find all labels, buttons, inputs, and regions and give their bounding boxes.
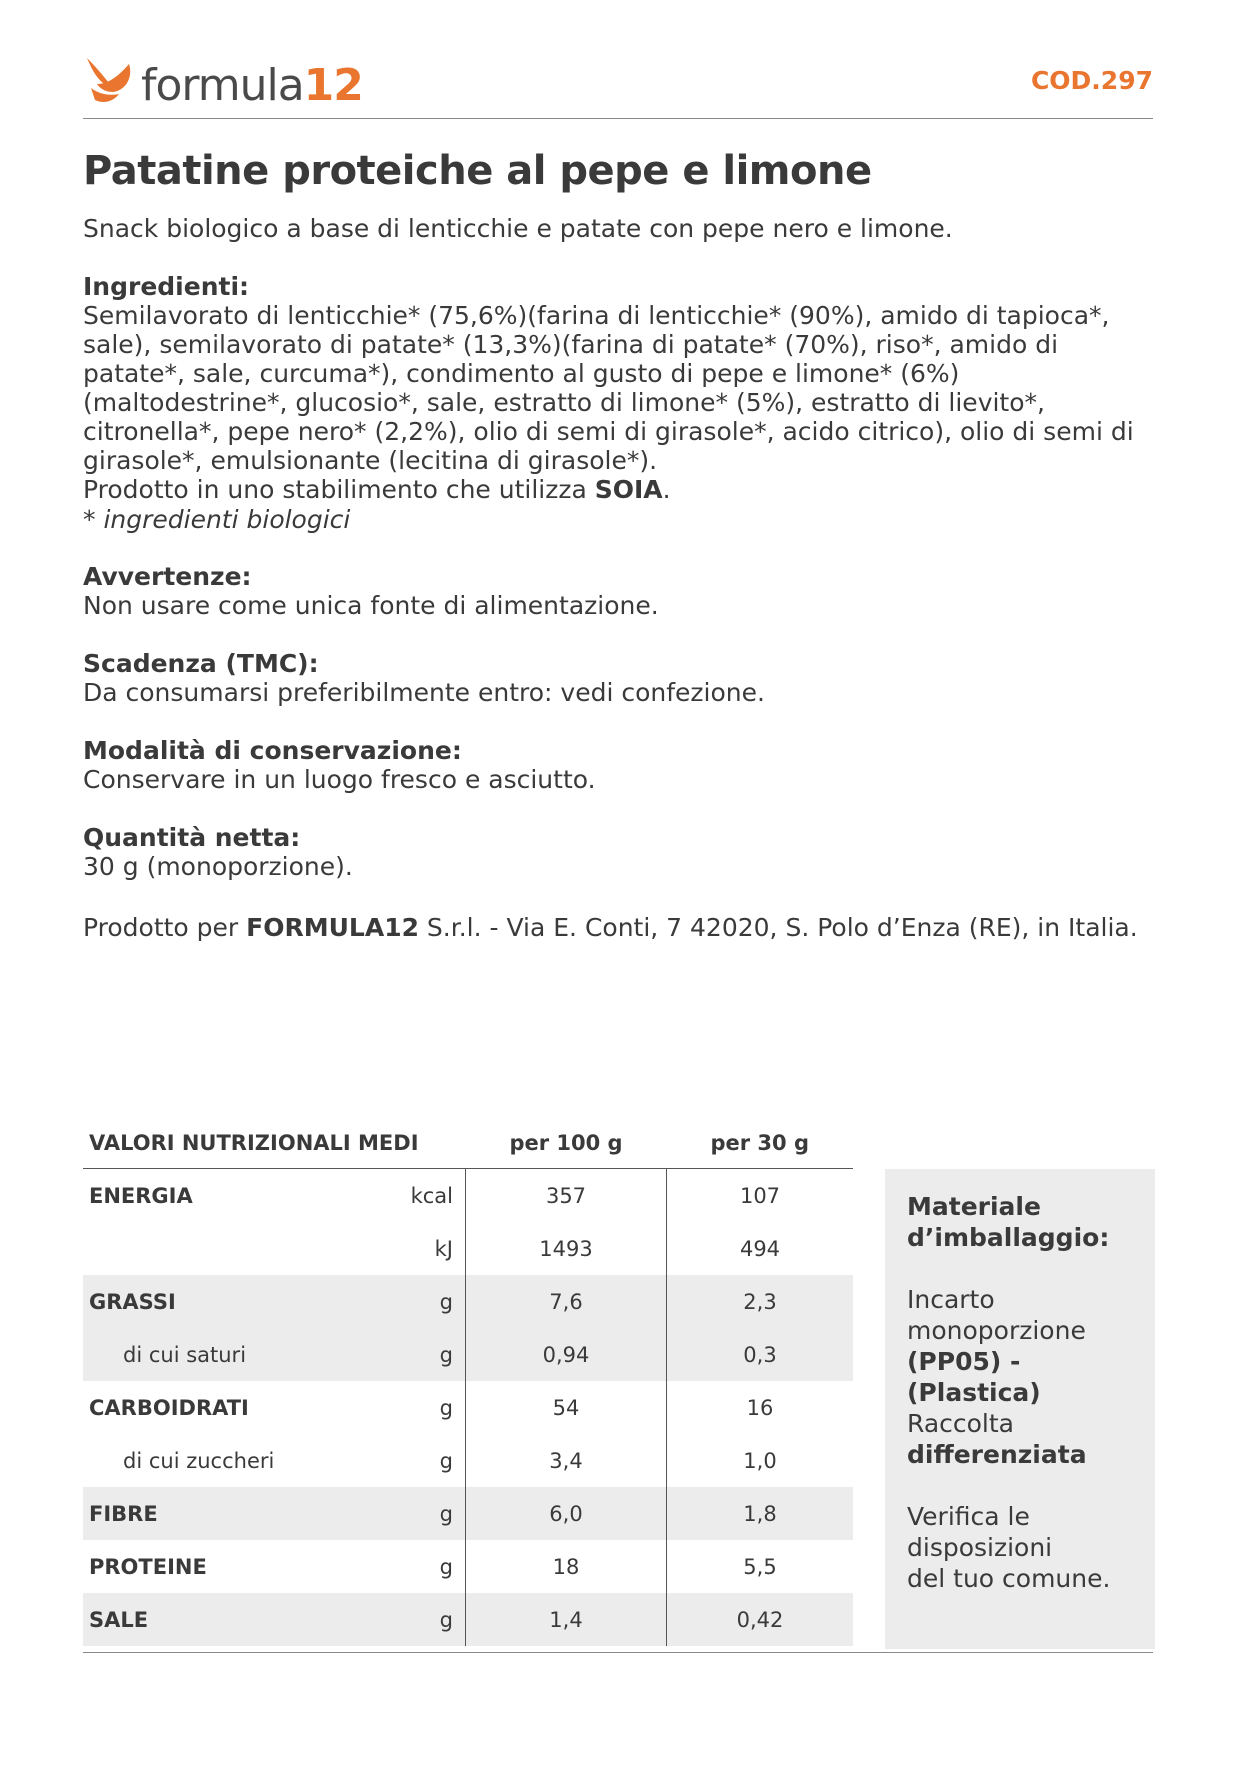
nutrient-per30: 1,0 [743,1448,777,1473]
ingredients-heading: Ingredienti: [83,272,250,301]
packaging-heading-2: d’imballaggio: [907,1223,1110,1252]
nutrient-per100: 7,6 [466,1275,667,1328]
ingredients-text: Semilavorato di lenticchie* (75,6%)(farina di lenticchie* (90%), amido di tapioca*, sale), semilavorato di patate* (13,3%)(farina di patate* (70%), riso*, amido di patate*, sale, curcuma*), condimento al gusto di pepe e limone* (6%)(maltodestrine*, glucosio*, sale, estratto di limone* (5%), estratto di lievito*, citronella*, pepe nero* (2,2%), olio di semi di girasole*, acido citrico), olio di semi di girasole*, emulsionante (lecitina di girasole*). [83,301,1134,475]
nutrient-unit: g [391,1275,466,1328]
nutrient-per30: 5,5 [743,1554,777,1579]
logo-text [141,60,363,111]
table-row [83,1169,853,1223]
nutrition-header-row [83,1118,853,1169]
packaging-heading-1: Materiale [907,1192,1041,1221]
expiry-text: Da consumarsi preferibilmente entro: vedi confezione. [83,678,765,707]
packaging-line: Verifica le [907,1502,1030,1531]
warnings-heading: Avvertenze: [83,562,252,591]
packaging-code: (PP05) - (Plastica) [907,1347,1041,1407]
nutrition-table [83,1118,853,1646]
col-per100-header: per 100 g [466,1118,667,1169]
quantity-section [83,823,1163,881]
nutrient-unit: g [391,1434,466,1487]
nutrient-unit: g [391,1381,466,1434]
nutrient-name: ENERGIA [89,1183,193,1208]
nutrient-per30: 1,8 [667,1487,854,1540]
bottom-divider [83,1652,1153,1653]
nutrient-per30: 0,42 [667,1593,854,1646]
nutrient-name: di cui saturi [83,1328,391,1381]
table-row [83,1328,853,1381]
nutrient-name: di cui zuccheri [123,1448,275,1473]
allergen-prefix: Prodotto in uno stabilimento che utilizza [83,475,595,504]
nutrient-per100: 54 [466,1381,667,1434]
nutrient-per100: 0,94 [466,1328,667,1381]
storage-section [83,736,1163,794]
allergen-name: SOIA [594,475,663,504]
nutrient-name: SALE [83,1593,391,1646]
table-row [83,1540,853,1593]
packaging-line: Raccolta [907,1409,1014,1438]
packaging-line-bold: differenziata [907,1440,1087,1469]
storage-text: Conservare in un luogo fresco e asciutto. [83,765,596,794]
warnings-text: Non usare come unica fonte di alimentazione. [83,591,659,620]
nutrient-unit: kcal [391,1169,466,1223]
table-row [83,1593,853,1646]
storage-heading: Modalità di conservazione: [83,736,462,765]
nutrient-name: CARBOIDRATI [89,1395,249,1420]
nutrient-per100: 357 [466,1169,667,1223]
logo-number: 12 [303,60,363,111]
spacer [907,1253,1133,1284]
table-row [83,1434,853,1487]
expiry-heading: Scadenza (TMC): [83,649,319,678]
nutrient-name: PROTEINE [89,1554,207,1579]
product-code: COD.297 [1030,66,1153,95]
packaging-line: monoporzione [907,1316,1086,1345]
nutrient-per100: 3,4 [466,1434,667,1487]
nutrient-per30: 2,3 [667,1275,854,1328]
col-per30-header: per 30 g [667,1118,854,1169]
allergen-end: . [662,475,671,504]
table-row [83,1222,853,1275]
packaging-box [885,1169,1155,1649]
nutrient-per30: 16 [746,1395,774,1420]
spacer [907,1470,1133,1501]
page-title: Patatine proteiche al pepe e limone [83,148,872,194]
table-row [83,1487,853,1540]
nutrient-unit: g [391,1593,466,1646]
producer-prefix: Prodotto per [83,913,247,942]
nutrient-unit: g [391,1487,466,1540]
nutrient-unit: kJ [391,1222,466,1275]
quantity-heading: Quantità netta: [83,823,301,852]
nutrient-name [83,1222,391,1275]
organic-note: * ingredienti biologici [83,505,351,534]
producer-brand: FORMULA12 [246,913,419,942]
brand-logo [83,50,363,110]
nutrient-per30: 107 [739,1183,781,1208]
nutrient-name: FIBRE [83,1487,391,1540]
nutrient-per100: 1493 [466,1222,667,1275]
nutrient-unit: g [391,1328,466,1381]
producer-line [83,913,1163,942]
ingredients-section [83,272,1163,504]
packaging-line: del tuo comune. [907,1564,1111,1593]
logo-brand: formula [141,60,304,111]
table-row [83,1381,853,1434]
nutrient-unit: g [391,1540,466,1593]
quantity-text: 30 g (monoporzione). [83,852,353,881]
warnings-section [83,562,1163,620]
expiry-section [83,649,1163,707]
packaging-line: Incarto [907,1285,995,1314]
nutrient-per30: 494 [739,1236,781,1261]
leaf-logo-icon [83,54,139,110]
packaging-line: disposizioni [907,1533,1053,1562]
producer-suffix: S.r.l. - Via E. Conti, 7 42020, S. Polo d’Enza (RE), in Italia. [418,913,1138,942]
nutrient-per100: 1,4 [466,1593,667,1646]
subtitle: Snack biologico a base di lenticchie e patate con pepe nero e limone. [83,214,953,243]
allergen-line [83,475,1163,504]
nutrient-name: GRASSI [83,1275,391,1328]
nutrient-per100: 18 [466,1540,667,1593]
nutrient-per100: 6,0 [466,1487,667,1540]
header [83,50,1153,119]
table-row [83,1275,853,1328]
nutrition-title: VALORI NUTRIZIONALI MEDI [83,1118,466,1169]
nutrient-per30: 0,3 [667,1328,854,1381]
